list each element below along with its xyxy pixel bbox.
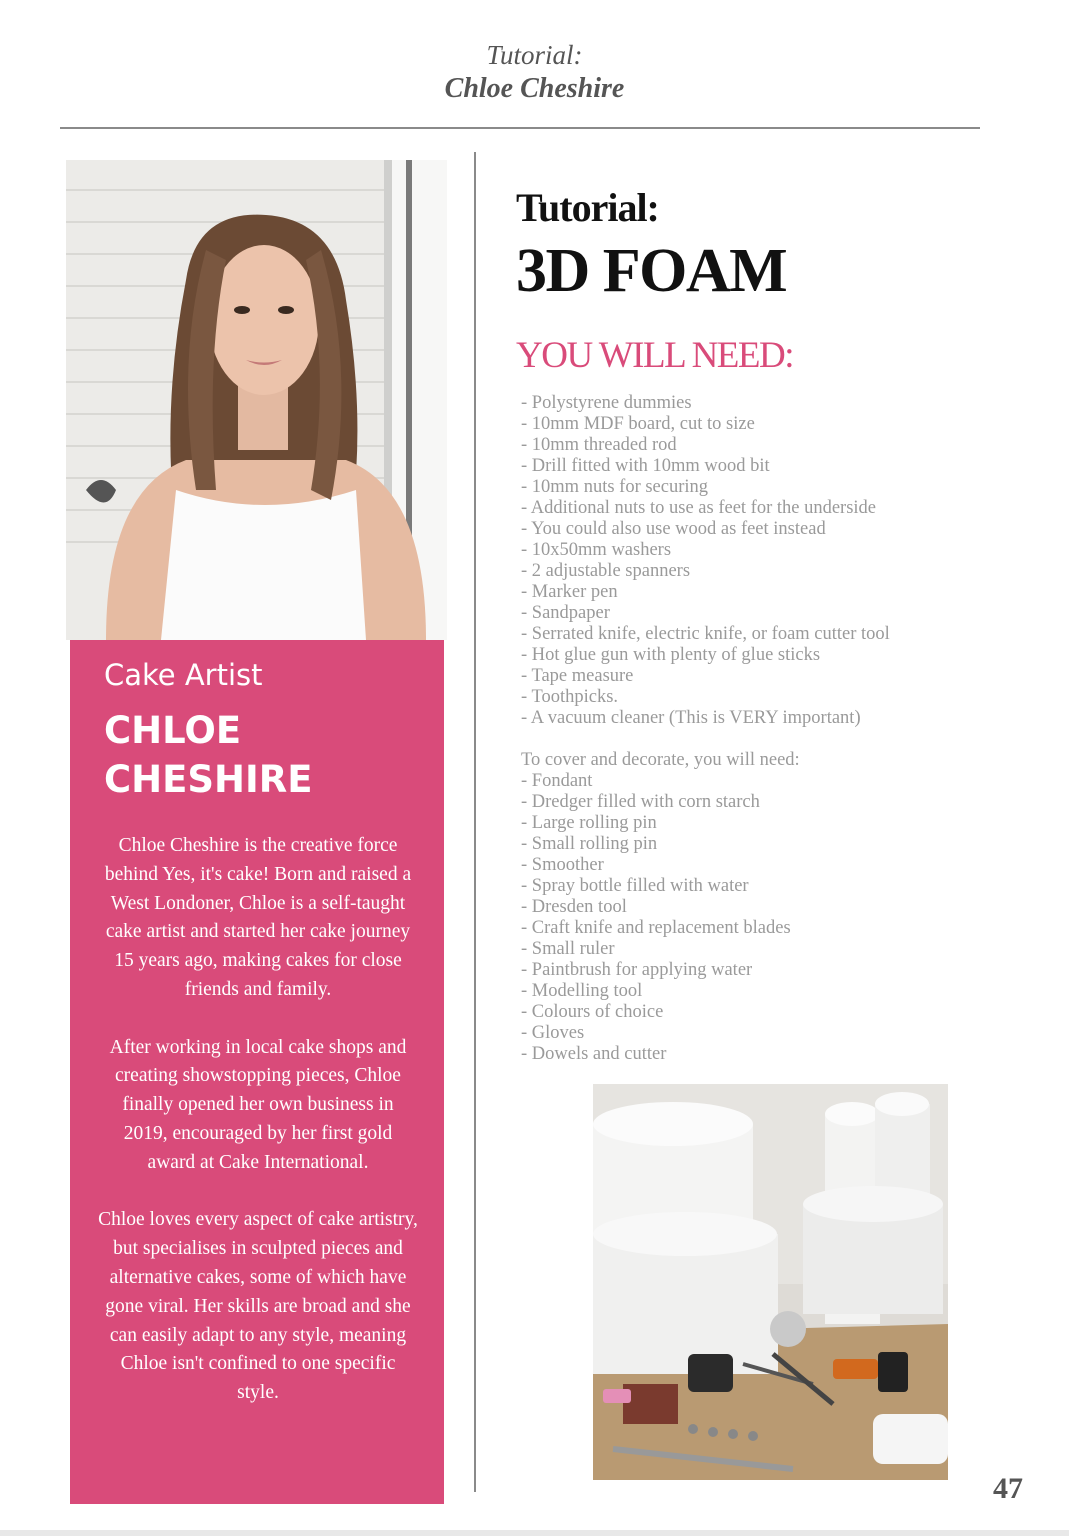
- list-item: - Marker pen: [521, 582, 618, 602]
- list-item: - Polystyrene dummies: [521, 393, 692, 413]
- list-item: - Paintbrush for applying water: [521, 960, 753, 980]
- list-item: - 10mm nuts for securing: [521, 477, 709, 497]
- list-item: - Craft knife and replacement blades: [521, 918, 791, 938]
- list-item: - Gloves: [521, 1023, 585, 1043]
- list-item: - 2 adjustable spanners: [521, 561, 691, 581]
- list-item: - Spray bottle filled with water: [521, 876, 749, 896]
- bio-paragraph: Chloe loves every aspect of cake artistry, but specialises in sculpted pieces and alternative cakes, some of which have gone viral. Her skills are broad and she can easily adapt to any style, meaning Chloe isn't confined to one specific style.: [98, 1209, 418, 1404]
- bio-paragraph: Chloe Cheshire is the creative force behind Yes, it's cake! Born and raised a West Londoner, Chloe is a self-taught cake artist and started her cake journey 15 years ago, making cakes for close friends and family.: [104, 835, 412, 1000]
- list-item: - 10mm MDF board, cut to size: [521, 414, 755, 434]
- list-item: - Smoother: [521, 855, 604, 875]
- list-item: - Dredger filled with corn starch: [521, 792, 760, 812]
- list-item: - Tape measure: [521, 666, 634, 686]
- list-item: - Large rolling pin: [521, 813, 657, 833]
- footer-bar: [0, 1530, 1069, 1536]
- cover-heading: To cover and decorate, you will need:: [521, 750, 800, 770]
- tutorial-title: 3D FOAM: [516, 237, 787, 305]
- materials-list: [521, 393, 1001, 1065]
- header-divider: [60, 127, 980, 129]
- list-item: - 10mm threaded rod: [521, 435, 677, 455]
- list-item: - Dresden tool: [521, 897, 627, 917]
- list-item: - Small ruler: [521, 939, 615, 959]
- materials-photo: [593, 1084, 948, 1480]
- list-item: - Dowels and cutter: [521, 1044, 667, 1064]
- column-divider: [474, 152, 476, 1492]
- bio-name: [104, 706, 424, 804]
- bio-role: Cake Artist: [104, 658, 263, 692]
- list-item: - You could also use wood as feet instead: [521, 519, 826, 539]
- bio-name-line1: CHLOE: [104, 709, 242, 752]
- list-item: - Fondant: [521, 771, 593, 791]
- bio-paragraph: After working in local cake shops and creating showstopping pieces, Chloe finally opened her own business in 2019, encouraged by her first gold award at Cake International.: [109, 1036, 407, 1173]
- tutorial-label: Tutorial:: [516, 185, 659, 230]
- portrait-photo: [66, 160, 447, 640]
- list-item: - Hot glue gun with plenty of glue sticks: [521, 645, 821, 665]
- list-item: - Serrated knife, electric knife, or foam cutter tool: [521, 624, 890, 644]
- page-number: 47: [993, 1472, 1023, 1505]
- list-item: - A vacuum cleaner (This is VERY important): [521, 708, 861, 728]
- header-author-name: Chloe Cheshire: [444, 73, 625, 104]
- list-item: - Toothpicks.: [521, 687, 619, 707]
- bio-text: [98, 832, 418, 1437]
- header-section-label: Tutorial:: [486, 40, 583, 70]
- list-item: - Additional nuts to use as feet for the underside: [521, 498, 877, 518]
- list-item: - Sandpaper: [521, 603, 610, 623]
- running-header: [0, 38, 1069, 106]
- list-item: - 10x50mm washers: [521, 540, 672, 560]
- list-item: - Colours of choice: [521, 1002, 664, 1022]
- bio-panel: [70, 640, 444, 1504]
- need-heading: YOU WILL NEED:: [516, 335, 793, 376]
- list-item: - Drill fitted with 10mm wood bit: [521, 456, 770, 476]
- bio-name-line2: CHESHIRE: [104, 758, 313, 801]
- list-item: - Modelling tool: [521, 981, 643, 1001]
- list-item: - Small rolling pin: [521, 834, 658, 854]
